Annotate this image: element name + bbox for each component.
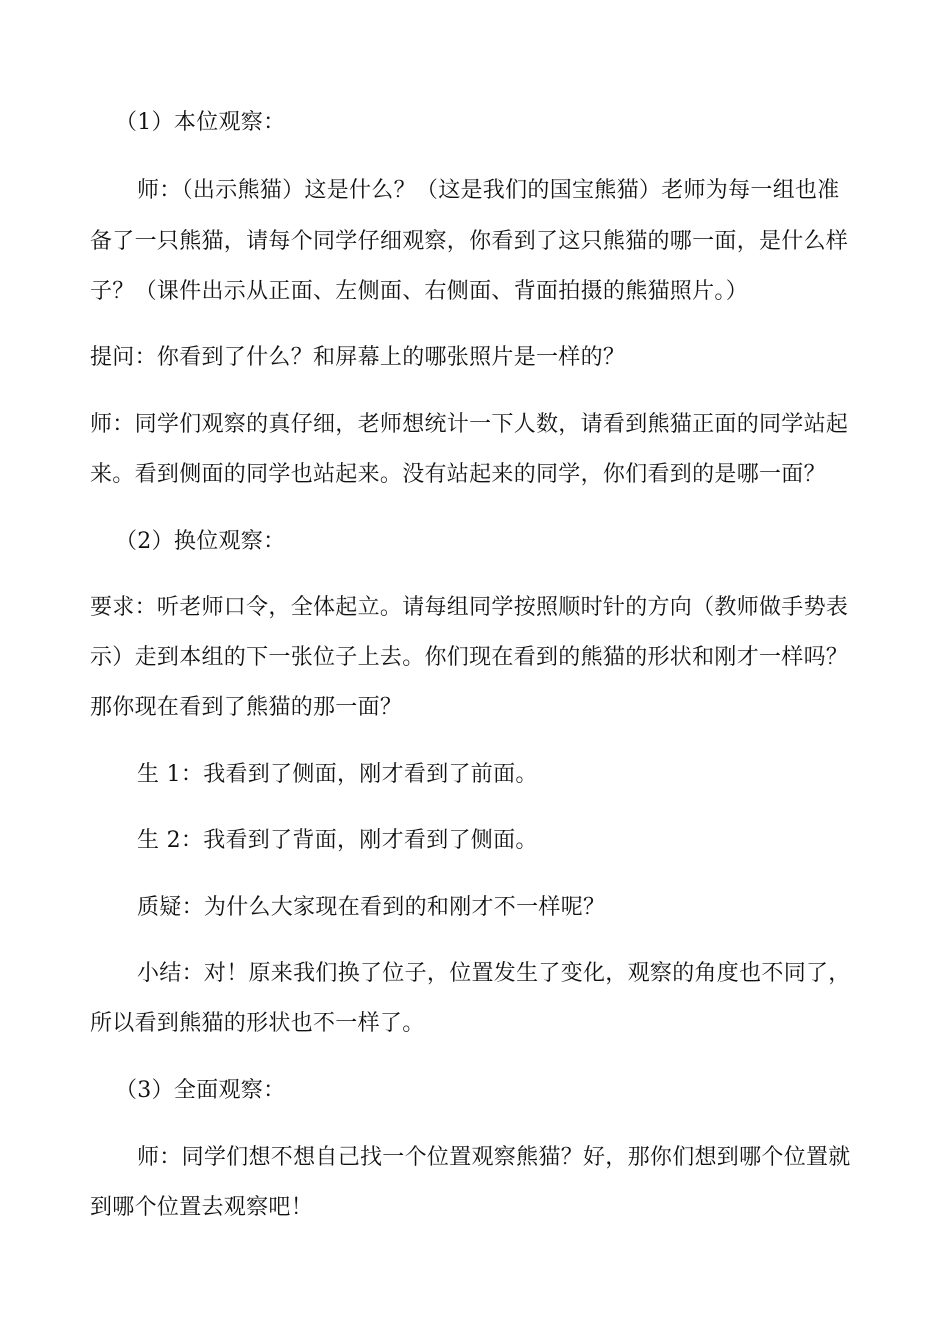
section-heading-1: （1）本位观察： [115, 110, 286, 135]
paragraph-line: 师：同学们想不想自己找一个位置观察熊猫？好，那你们想到哪个位置就 [137, 1145, 851, 1170]
paragraph-line: 来。看到侧面的同学也站起来。没有站起来的同学，你们看到的是哪一面？ [90, 462, 826, 487]
paragraph-line: 生 2：我看到了背面，刚才看到了侧面。 [137, 828, 538, 853]
section-heading-2: （2）换位观察： [115, 529, 286, 554]
paragraph-line: 示）走到本组的下一张位子上去。你们现在看到的熊猫的形状和刚才一样吗？ [90, 645, 849, 670]
paragraph-line: 到哪个位置去观察吧！ [90, 1195, 314, 1220]
paragraph-line: 备了一只熊猫，请每个同学仔细观察，你看到了这只熊猫的哪一面，是什么样 [90, 229, 849, 254]
paragraph-line: 子？（课件出示从正面、左侧面、右侧面、背面拍摄的熊猫照片。） [90, 279, 749, 304]
paragraph-line: 生 1：我看到了侧面，刚才看到了前面。 [137, 762, 538, 787]
paragraph-line: 质疑：为什么大家现在看到的和刚才不一样呢？ [137, 895, 606, 920]
paragraph-line: 提问：你看到了什么？和屏幕上的哪张照片是一样的？ [90, 345, 626, 370]
section-heading-3: （3）全面观察： [115, 1078, 286, 1103]
paragraph-line: 师：同学们观察的真仔细，老师想统计一下人数，请看到熊猫正面的同学站起 [90, 412, 849, 437]
paragraph-line: 小结：对！原来我们换了位子，位置发生了变化，观察的角度也不同了， [137, 961, 851, 986]
paragraph-line: 要求：听老师口令，全体起立。请每组同学按照顺时针的方向（教师做手势表 [90, 595, 849, 620]
paragraph-line: 那你现在看到了熊猫的那一面？ [90, 695, 403, 720]
paragraph-line: 师：（出示熊猫）这是什么？（这是我们的国宝熊猫）老师为每一组也准 [137, 178, 840, 203]
paragraph-line: 所以看到熊猫的形状也不一样了。 [90, 1011, 425, 1036]
